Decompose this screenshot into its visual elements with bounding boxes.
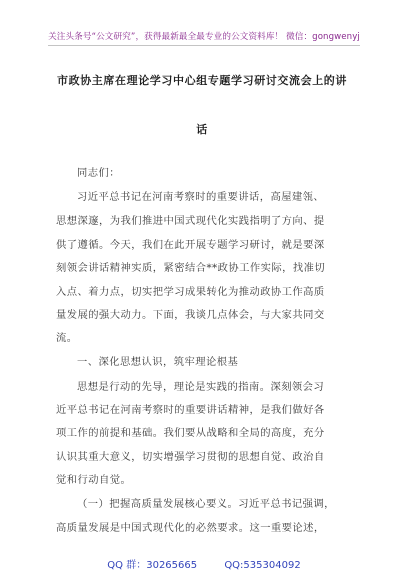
document-title-continued: 话 bbox=[196, 123, 208, 136]
subsection-line: （一）把握高质量发展核心要义。习近平总书记强调， bbox=[77, 498, 335, 510]
paragraph-line: 觉和行动自觉。 bbox=[56, 474, 132, 486]
paragraph-line: 刻领会讲话精神实质，紧密结合**政协工作实际，找准切 bbox=[56, 262, 326, 274]
salutation: 同志们： bbox=[77, 167, 120, 179]
paragraph-line: 流。 bbox=[56, 332, 78, 344]
paragraph-line: 供了遵循。今天，我们在此开展专题学习研讨，就是要深 bbox=[56, 239, 325, 251]
footer-qq-contact: QQ:535304092 bbox=[224, 560, 301, 571]
paragraph-line: 思想深邃，为我们推进中国式现代化实践指明了方向、提 bbox=[56, 215, 325, 227]
footer bbox=[0, 556, 408, 571]
paragraph-line: 近平总书记在河南考察时的重要讲话精神，是我们做好各 bbox=[56, 404, 325, 416]
paragraph-line: 认识其重大意义，切实增强学习贯彻的思想自觉、政治自 bbox=[56, 451, 325, 463]
document-title: 市政协主席在理论学习中心组专题学习研讨交流会上的讲 bbox=[57, 74, 347, 87]
paragraph-line: 习近平总书记在河南考察时的重要讲话，高屋建瓴、 bbox=[77, 191, 325, 203]
paragraph-line: 思想是行动的先导，理论是实践的指南。深刻领会习 bbox=[77, 381, 325, 393]
paragraph-line: 项工作的前提和基础。我们要从战略和全局的高度，充分 bbox=[56, 427, 325, 439]
paragraph-line: 高质量发展是中国式现代化的必然要求。这一重要论述， bbox=[56, 522, 325, 534]
top-banner: 关注头条号“公文研究”，获得最新最全最专业的公文资料库！ 微信：gongwenyj bbox=[48, 32, 360, 42]
banner-divider bbox=[48, 45, 360, 46]
section-heading: 一、深化思想认识，筑牢理论根基 bbox=[77, 356, 239, 368]
footer-qq-group: QQ 群：30265665 bbox=[107, 560, 198, 571]
paragraph-line: 入点、着力点，切实把学习成果转化为推动政协工作高质 bbox=[56, 286, 325, 298]
paragraph-line: 量发展的强大动力。下面，我谈几点体会，与大家共同交 bbox=[56, 309, 325, 321]
